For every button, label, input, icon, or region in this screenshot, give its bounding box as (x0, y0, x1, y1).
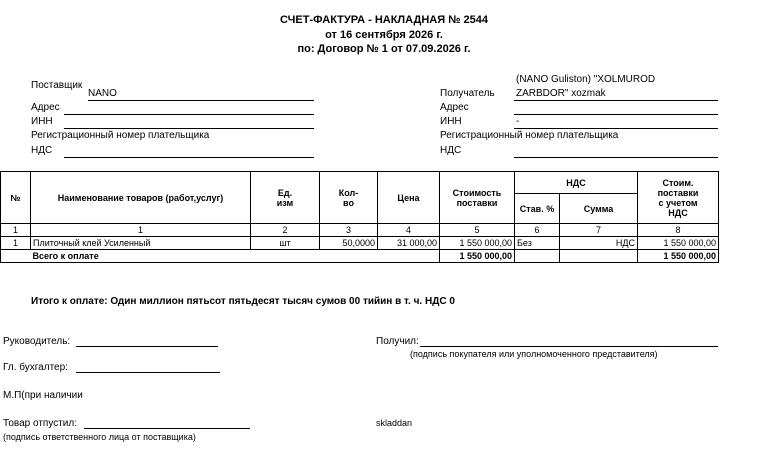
total-sum: 1 550 000,00 (638, 250, 719, 263)
col-number: 4 (378, 224, 440, 237)
invoice-table (0, 171, 719, 263)
header-price: Цена (378, 172, 440, 224)
col-number: 5 (440, 224, 515, 237)
document-contract: по: Договор № 1 от 07.09.2026 г. (297, 43, 471, 55)
recipient-vat-label: НДС (440, 145, 462, 156)
recipient-label: Получатель (440, 88, 495, 99)
supplier-vat-label: НДС (31, 145, 53, 156)
total-label: Всего к оплате (31, 250, 440, 263)
col-number: 6 (515, 224, 560, 237)
recipient-reg-label: Регистрационный номер плательщика (440, 130, 619, 141)
document-date: от 16 сентября 2026 г. (325, 29, 443, 41)
supplier-vat-line (64, 157, 314, 158)
released-note: (подпись ответственного лица от поставщика) (3, 432, 196, 442)
received-label: Получил: (376, 336, 419, 347)
warehouse-label: skladdan (376, 418, 413, 428)
row-price: 31 000,00 (378, 237, 440, 250)
released-label: Товар отпустил: (3, 418, 77, 429)
header-vat-sum: Сумма (560, 194, 638, 224)
recipient-name-line2: ZARBDOR" xozmak (516, 88, 606, 99)
header-num: № (1, 172, 31, 224)
recipient-inn-label: ИНН (440, 116, 462, 127)
header-total: Стоим. поставки с учетом НДС (638, 172, 719, 224)
total-cost: 1 550 000,00 (440, 250, 515, 263)
col-number: 7 (560, 224, 638, 237)
header-vat: НДС (515, 172, 638, 194)
received-signature-line (420, 346, 718, 347)
col-number: 8 (638, 224, 719, 237)
supplier-name: NANO (88, 88, 117, 99)
col-number: 1 (31, 224, 251, 237)
row-vat-sum: НДС (560, 237, 638, 250)
col-number: 1 (1, 224, 31, 237)
header-name: Наименование товаров (работ,услуг) (31, 172, 251, 224)
row-total: 1 550 000,00 (638, 237, 719, 250)
col-number: 3 (320, 224, 378, 237)
supplier-inn-label: ИНН (31, 116, 53, 127)
row-qty: 50,0000 (320, 237, 378, 250)
header-qty: Кол- во (320, 172, 378, 224)
row-num: 1 (1, 237, 31, 250)
header-unit: Ед. изм (251, 172, 320, 224)
recipient-name-line (514, 100, 718, 101)
row-unit: шт (251, 237, 320, 250)
row-vat-rate: Без (515, 237, 560, 250)
recipient-name-line1: (NANO Guliston) "XOLMUROD (516, 74, 656, 85)
supplier-inn-line (64, 128, 314, 129)
table-row (1, 237, 719, 250)
col-number: 2 (251, 224, 320, 237)
supplier-reg-label: Регистрационный номер плательщика (31, 130, 210, 141)
director-label: Руководитель: (3, 336, 71, 347)
released-signature-line (84, 428, 250, 429)
supplier-name-line (88, 100, 314, 101)
header-cost: Стоимость поставки (440, 172, 515, 224)
recipient-address-line (514, 114, 718, 115)
accountant-label: Гл. бухгалтер: (3, 362, 68, 373)
total-row (1, 250, 719, 263)
row-name: Плиточный клей Усиленный (31, 237, 251, 250)
stamp-label: М.П(при наличии (3, 390, 83, 401)
header-vat-rate: Став. % (515, 194, 560, 224)
recipient-vat-line (514, 157, 718, 158)
supplier-address-line (64, 114, 314, 115)
document-title: СЧЕТ-ФАКТУРА - НАКЛАДНАЯ № 2544 (280, 14, 488, 26)
supplier-label: Поставщик (31, 80, 83, 91)
recipient-inn-value: - (516, 116, 520, 127)
amount-in-words: Итого к оплате: Один миллион пятьсот пятьдесят тысяч сумов 00 тийин в т. ч. НДС 0 (31, 296, 455, 307)
recipient-inn-line (514, 128, 718, 129)
row-cost: 1 550 000,00 (440, 237, 515, 250)
director-signature-line (76, 346, 218, 347)
supplier-address-label: Адрес (31, 102, 60, 113)
received-note: (подпись покупателя или уполномоченного представителя) (410, 349, 658, 359)
recipient-address-label: Адрес (440, 102, 469, 113)
accountant-signature-line (76, 372, 220, 373)
